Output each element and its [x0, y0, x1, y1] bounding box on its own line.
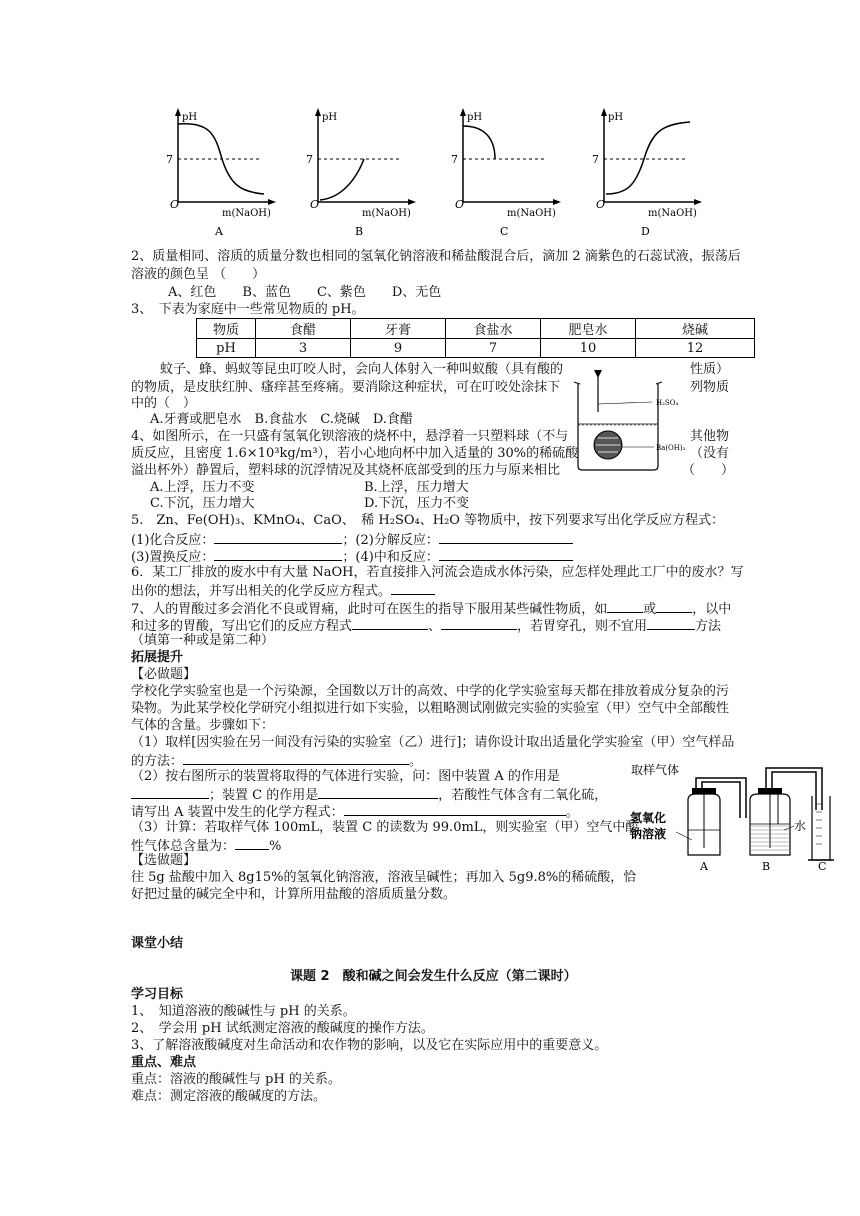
blank[interactable]	[656, 599, 692, 613]
blank[interactable]	[214, 530, 342, 544]
blank[interactable]	[131, 785, 209, 799]
graph-xlabel: m(NaOH)	[507, 208, 556, 219]
table-cell: 烧碱	[636, 319, 755, 339]
ext-s2c: 请写出 A 装置中发生的化学方程式： 。	[131, 802, 579, 822]
blank[interactable]	[607, 599, 643, 613]
graph-c	[445, 104, 575, 239]
q3-text2: 的物质，是皮肤红肿、瘙痒甚至疼痛。要消除这种症状，可在叮咬处涂抹下	[131, 380, 561, 395]
graph-letter: B	[355, 225, 364, 238]
goal-2: 2、 学会用 pH 试纸测定溶液的酸碱度的操作方法。	[131, 1021, 434, 1036]
graph-seven: 7	[306, 153, 313, 166]
blank[interactable]	[439, 547, 573, 561]
blank[interactable]	[391, 581, 435, 595]
table-head: pH	[197, 339, 256, 358]
q4-option-d: D.下沉，压力不变	[364, 496, 470, 511]
q4-text1: 4、如图所示，在一只盛有氢氧化钡溶液的烧杯中，悬浮着一只塑料球（不与	[131, 429, 569, 444]
ext-o2: 好把过量的碱完全中和，计算所用盐酸的溶质质量分数。	[131, 887, 457, 902]
ext-p2: 染物。为此某学校化学研究小组拟进行如下实验，以粗略测试刚做完实验的实验室（甲）空气中全部酸性	[131, 701, 730, 716]
q5-a: (1)化合反应：	[131, 533, 215, 548]
goal-1: 1、 知道溶液的酸碱性与 pH 的关系。	[131, 1004, 356, 1019]
graph-letter: A	[215, 225, 223, 238]
q7-text: 、	[428, 619, 442, 634]
table-cell: 食醋	[256, 319, 351, 339]
fig-naoh1: 氢氧化	[630, 811, 667, 825]
fig-c: C	[818, 860, 827, 872]
ext-opt: 【选做题】	[131, 853, 197, 868]
graph-b	[300, 104, 430, 239]
goals-head: 学习目标	[131, 987, 184, 1002]
table-cell: 9	[351, 339, 446, 358]
q4-option-a: A.上浮，压力不变	[150, 480, 255, 495]
q3-intro: 3、 下表为家庭中一些常见物质的 pH。	[131, 302, 365, 317]
blank[interactable]	[441, 616, 517, 630]
graph-ylabel: pH	[467, 112, 483, 123]
graph-origin: O	[310, 198, 320, 211]
graph-ylabel: pH	[322, 112, 338, 123]
blank[interactable]	[318, 785, 438, 799]
q3-text1: 蚊子、蜂、蚂蚁等昆虫叮咬人时，会向人体射入一种叫蚁酸（具有酸的	[160, 362, 564, 377]
q2-options: A、红色 B、蓝色 C、紫色 D、无色	[168, 285, 442, 300]
graph-origin: O	[596, 198, 606, 211]
q5-b: ；(2)分解反应：	[342, 533, 439, 548]
q7-text: 7、人的胃酸过多会消化不良或胃痛，此时可在医生的指导下服用某些碱性物质，如	[131, 602, 608, 617]
ext-text: ；装置 C 的作用是	[209, 788, 319, 803]
q4-option-c: C.下沉，压力增大	[150, 496, 255, 511]
ext-p3: 气体的含量。步骤如下：	[131, 718, 275, 733]
q4-text3: 溢出杯外）静置后，塑料球的沉浮情况及其烧杯底部受到的压力与原来相比	[131, 463, 561, 478]
q7-text: 或	[643, 602, 657, 617]
q5-d: ；(4)中和反应：	[342, 550, 439, 565]
q7-line3: （填第一种或是第二种）	[131, 633, 275, 648]
q3-text3: 中的（ ）	[131, 396, 197, 411]
ext-text: %	[269, 839, 282, 854]
fig-b: B	[762, 860, 771, 872]
graph-a	[160, 104, 290, 239]
q7-text: 和过多的胃酸，写出它们的反应方程式	[131, 619, 353, 634]
apparatus-figure	[626, 760, 850, 872]
fig-a: A	[700, 860, 708, 872]
fig-naoh2: 钠溶液	[630, 827, 667, 841]
q6-line1: 6．某工厂排放的废水中有大量 NaOH，若直接排入河流会造成水体污染，应怎样处理此工厂中的废水？写	[131, 565, 744, 580]
graph-d	[586, 104, 716, 239]
graph-xlabel: m(NaOH)	[362, 208, 411, 219]
q7-text: ，以中	[692, 602, 732, 617]
fig-water: 水	[794, 819, 807, 833]
blank[interactable]	[183, 751, 409, 765]
graph-seven: 7	[166, 153, 173, 166]
ext-s2a: （2）按右图所示的装置将取得的气体进行实验，问：图中装置 A 的作用是	[131, 769, 560, 784]
table-cell: 10	[541, 339, 636, 358]
ext-text: ，若酸性气体含有二氧化硫，	[438, 788, 608, 803]
q5-intro: 5. Zn、Fe(OH)₃、KMnO₄、CaO、 稀 H₂SO₄、H₂O 等物质中，按下列要求写出化学反应方程式：	[131, 513, 725, 528]
table-cell: 牙膏	[351, 319, 446, 339]
blank[interactable]	[352, 616, 428, 630]
ext-p1: 学校化学实验室也是一个污染源，全国数以万计的高效、中学的化学实验室每天都在排放着成分复杂的污	[131, 684, 730, 699]
ext-s1a: （1）取样[因实验在另一间没有污染的实验室（乙）进行]；请你设计取出适量化学实验室（甲）空气样品	[131, 735, 735, 750]
q2-line1: 2、质量相同、溶质的质量分数也相同的氢氧化钠溶液和稀盐酸混合后，滴加 2 滴紫色的石蕊试液，振荡后	[131, 249, 741, 264]
q4-option-b: B.上浮，压力增大	[364, 480, 469, 495]
graph-origin: O	[170, 198, 180, 211]
graph-seven: 7	[592, 153, 599, 166]
q6-line2-text: 出你的想法，并写出相关的化学反应方程式。	[131, 584, 392, 599]
graph-xlabel: m(NaOH)	[222, 208, 271, 219]
table-head: 物质	[197, 319, 256, 339]
blank[interactable]	[647, 616, 695, 630]
ext-title: 拓展提升	[131, 650, 184, 665]
ext-must: 【必做题】	[131, 667, 197, 682]
graph-seven: 7	[451, 153, 458, 166]
q6-line2	[131, 581, 435, 601]
blank[interactable]	[235, 836, 269, 850]
q7-text: 方法	[695, 619, 722, 634]
fig-sample-label: 取样气体	[631, 763, 680, 777]
q3-text1-end: 性质）	[690, 362, 730, 377]
key-1: 重点：溶液的酸碱性与 pH 的关系。	[131, 1072, 341, 1087]
lesson-title: 课题 2 酸和碱之间会发生什么反应（第二课时）	[290, 969, 577, 984]
q4-text3-end: （ ）	[682, 463, 735, 478]
blank[interactable]	[439, 530, 573, 544]
q2-line2: 溶液的颜色呈 （ ）	[131, 267, 266, 282]
table-cell: 3	[256, 339, 351, 358]
blank[interactable]	[214, 547, 342, 561]
graph-letter: C	[500, 225, 509, 238]
goal-3: 3、了解溶液酸碱度对生命活动和农作物的影响，以及它在实际应用中的重要意义。	[131, 1038, 608, 1053]
summary-title: 课堂小结	[131, 936, 184, 951]
ext-s1b: 的方法： 。	[131, 751, 422, 771]
key-head: 重点、难点	[131, 1055, 197, 1070]
graph-origin: O	[455, 198, 465, 211]
ph-table	[196, 318, 755, 358]
graph-xlabel: m(NaOH)	[648, 208, 697, 219]
table-cell: 肥皂水	[541, 319, 636, 339]
ext-text: 性气体总含量为：	[131, 839, 236, 854]
graph-letter: D	[641, 225, 650, 238]
ext-text: 请写出 A 装置中发生的化学方程式：	[131, 805, 344, 820]
graph-ylabel: pH	[182, 112, 198, 123]
blank[interactable]	[344, 802, 566, 816]
key-2: 难点：测定溶液的酸碱度的方法。	[131, 1089, 327, 1104]
graph-ylabel: pH	[608, 112, 624, 123]
table-cell: 12	[636, 339, 755, 358]
beaker-figure	[568, 366, 688, 476]
q3-options: A.牙膏或肥皂水 B.食盐水 C.烧碱 D.食醋	[150, 412, 413, 427]
fig-h2so4: H₂SO₄	[656, 399, 679, 407]
q5-c: (3)置换反应：	[131, 550, 215, 565]
fig-baoh2: Ba(OH)₂	[656, 444, 686, 452]
ext-text: 的方法：	[131, 754, 184, 769]
table-cell: 7	[446, 339, 541, 358]
q4-text2-end: （没有	[690, 446, 730, 461]
q4-text2: 质反应，且密度 1.6×10³kg/m³），若小心地向杯中加入适量的 30%的稀硫酸	[131, 446, 579, 461]
q7-text: ，若胃穿孔，则不宜用	[517, 619, 648, 634]
ext-s3a: （3）计算：若取样气体 100mL，装置 C 的读数为 99.0mL，则实验室（甲）空气中酸	[131, 820, 639, 835]
ext-o1: 往 5g 盐酸中加入 8g15%的氢氧化钠溶液，溶液呈碱性；再加入 5g9.8%的稀硫酸，恰	[131, 870, 637, 885]
q4-text1-end: 其他物	[690, 429, 730, 444]
table-cell: 食盐水	[446, 319, 541, 339]
q3-text2-end: 列物质	[690, 380, 730, 395]
